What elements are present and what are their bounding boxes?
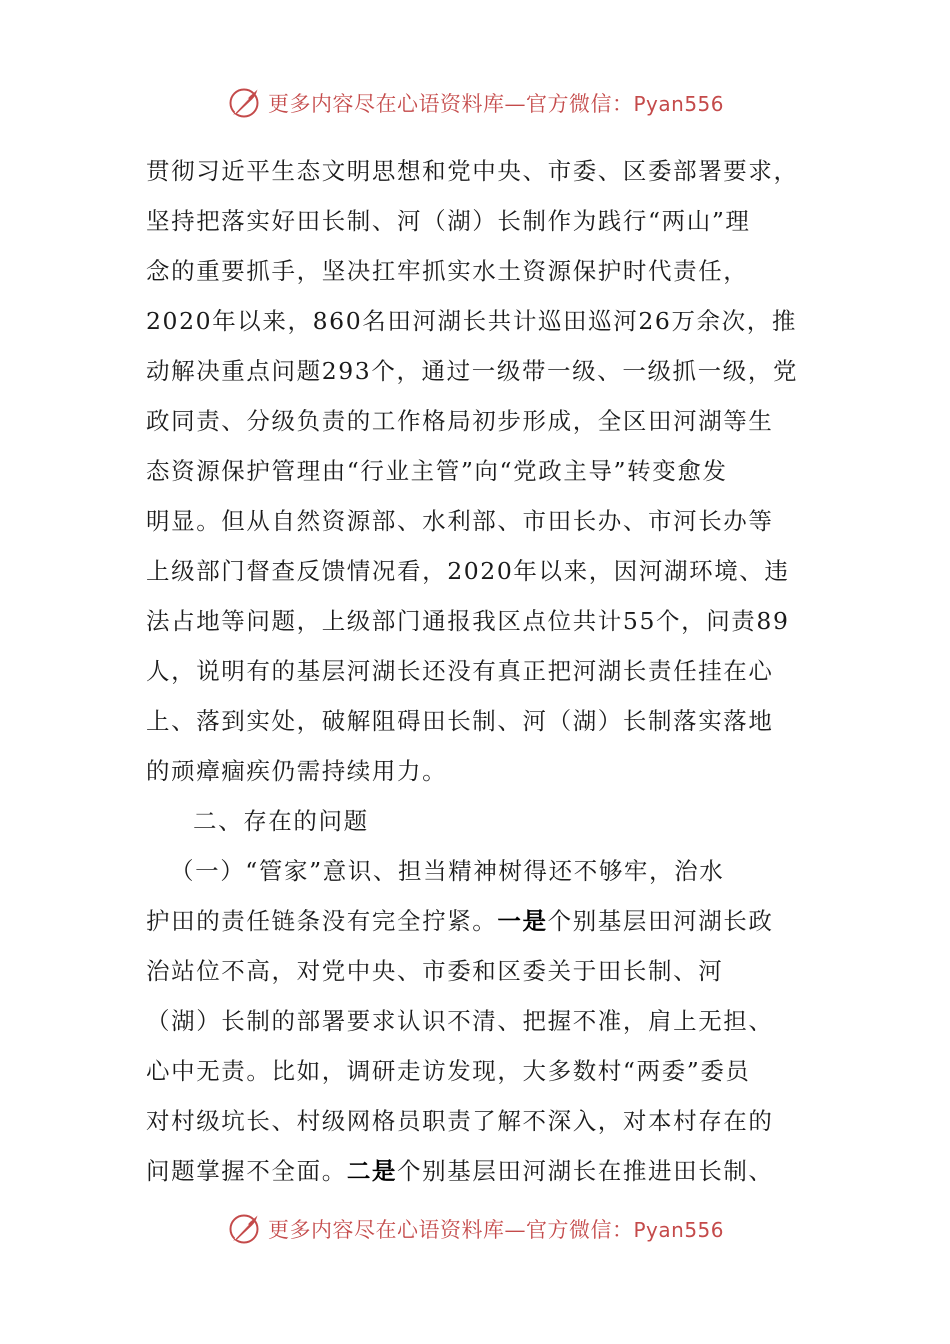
banner-wechat-handle: Pyan556 — [633, 92, 724, 116]
sub-heading: （一）“管家”意识、担当精神树得还不够牢，治水 — [170, 857, 725, 885]
banner-text — [268, 88, 724, 118]
body-line-15 — [146, 896, 810, 946]
banner-text — [268, 1214, 724, 1244]
text-segment: 护田的责任链条没有完全拧紧。 — [146, 907, 498, 935]
banner-slogan: 更多内容尽在心语资料库—官方微信： — [267, 1218, 634, 1242]
body-line-5: 动解决重点问题293个，通过一级带一级、一级抓一级，党 — [146, 357, 799, 385]
body-line-20 — [146, 1146, 810, 1196]
body-line-3: 念的重要抓手，坚决扛牢抓实水土资源保护时代责任， — [146, 257, 749, 285]
body-line-4: 2020年以来，860名田河湖长共计巡田巡河26万余次，推 — [146, 307, 797, 335]
banner-wechat-handle: Pyan556 — [633, 1218, 724, 1242]
body-line-11: 人，说明有的基层河湖长还没有真正把河湖长责任挂在心 — [146, 657, 774, 685]
body-line-7: 态资源保护管理由“行业主管”向“党政主导”转变愈发 — [146, 457, 728, 485]
footer-watermark-banner — [0, 1204, 950, 1254]
body-line-13: 的顽瘴痼疾仍需持续用力。 — [146, 757, 448, 785]
header-watermark-banner — [0, 78, 950, 128]
section-heading: 二、存在的问题 — [193, 807, 369, 835]
body-line-18: 心中无责。比如，调研走访发现，大多数村“两委”委员 — [146, 1057, 751, 1085]
text-segment: 个别基层田河湖长在推进田长制、 — [397, 1157, 774, 1185]
text-segment: 问题掌握不全面。 — [146, 1157, 347, 1185]
body-line-17: （湖）长制的部署要求认识不清、把握不准，肩上无担、 — [146, 1007, 774, 1035]
document-body — [146, 146, 810, 1196]
body-line-10: 法占地等问题，上级部门通报我区点位共计55个，问责89 — [146, 607, 790, 635]
body-line-9: 上级部门督查反馈情况看，2020年以来，因河湖环境、违 — [146, 557, 790, 585]
bold-marker-second: 二是 — [346, 1157, 398, 1185]
body-line-12: 上、落到实处，破解阻碍田长制、河（湖）长制落实落地 — [146, 707, 774, 735]
body-line-8: 明显。但从自然资源部、水利部、市田长办、市河长办等 — [146, 507, 774, 535]
quill-logo-icon — [226, 85, 262, 121]
quill-logo-icon — [226, 1211, 262, 1247]
bold-marker-first: 一是 — [497, 907, 548, 935]
body-line-6: 政同责、分级负责的工作格局初步形成，全区田河湖等生 — [146, 407, 774, 435]
body-line-1: 贯彻习近平生态文明思想和党中央、市委、区委部署要求， — [146, 157, 799, 185]
body-line-2: 坚持把落实好田长制、河（湖）长制作为践行“两山”理 — [146, 207, 751, 235]
banner-slogan: 更多内容尽在心语资料库—官方微信： — [267, 92, 634, 116]
body-line-16: 治站位不高，对党中央、市委和区委关于田长制、河 — [146, 957, 724, 985]
body-line-19: 对村级坑长、村级网格员职责了解不深入，对本村存在的 — [146, 1107, 774, 1135]
text-segment: 个别基层田河湖长政 — [547, 907, 774, 935]
